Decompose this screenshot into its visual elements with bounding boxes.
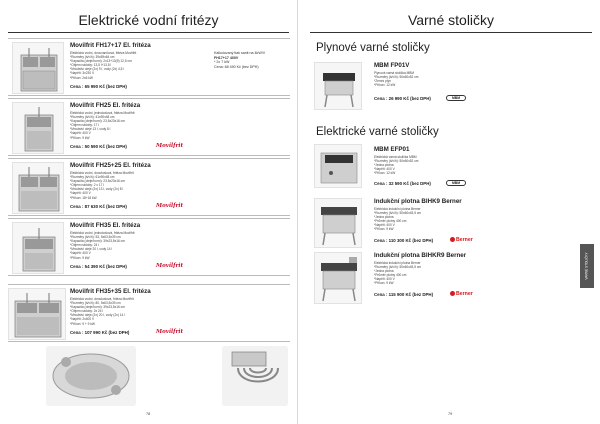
heating-element-illustration [222,346,288,406]
heating-element-photo [222,346,288,406]
note-box: Kalkulovaný tlak sanit na 4kW/V FH17+17 400V * 2x 7 kW Cena: 68 490 Kč (bez DPH) [214,51,266,69]
product-description: Elektrická vodní, dvoukošová, fritéza Movilfrit *Rozměry (š/v/h): 80, 5x63,5x39 cm *Kapacita (oleje/horní): 39x23,5x16 cm *Objem nádoby: 2x 24 l *Množství oleje (2x) 20 l, vody (2x) 14 l *Napětí: 2x400 V *Příkon: 9 + 9 kW [70,297,134,326]
section-title-gas: Plynové varné stoličky [316,42,430,54]
product-bihkr9[interactable] [314,250,576,306]
product-description: Elektrická varná stolička MBM *Rozměry (š/v/h): 50x60x52 cm *Jedna plotna *Napětí: 400 V *Příkon: 12 kW [374,155,419,176]
fryer-illustration [13,163,65,215]
product-name: Movilfrit FH25 El. fritéza [70,102,141,109]
movilfrit-logo: Movilfrit [156,203,184,209]
induction-stool-illustration [315,253,363,305]
mbm-logo: MBM [446,180,466,186]
product-image [12,162,64,214]
product-fh35[interactable] [8,218,290,276]
product-price: Cena : 110 300 Kč (bez DPH) [374,238,434,243]
product-image [314,62,362,110]
fryer-basket-illustration [46,346,136,406]
fryer-illustration [13,223,65,275]
gas-stool-illustration [315,63,363,111]
page-number-right: 79 [448,412,453,416]
berner-dot-icon [450,291,455,296]
product-image [8,288,66,340]
product-image [314,144,362,188]
title-rule-left [8,32,289,33]
product-name: Movilfrit FH17+17 El. fritéza [70,42,151,49]
fryer-illustration [9,289,67,341]
product-image [12,102,64,154]
product-description: Elektrická vodní, dvoukošová, fritéza Movilfrit *Rozměry (š/v/h): 61x90x48 cm *Kapacita (oleje/horní): 23,5x23x16 cm *Objem nádoby: 2 x 17 l *Množství oleje (2x) 13 l, vody (2x) 8 l *Napětí: 400 V *Příkon: 18+18 kW [70,171,134,200]
berner-dot-icon [450,237,455,242]
product-name: MBM FP01V [374,62,410,69]
page-title-left: Elektrické vodní fritézy [78,12,219,28]
fryer-illustration [13,43,65,95]
product-name: Indukční plotna BIHKR9 Berner [374,252,467,259]
title-rule-right [310,32,592,33]
product-fh25[interactable] [8,98,290,156]
product-description: Elektrická vodní, jednokošová, fritéza Movilfrit *Rozměry (š/v/h): 41x90x48 cm *Kapacita (oleje/horní): 23,5x23x16 cm *Objem nádoby: 17 l *Množství oleje 13 l, vody 8 l *Napětí: 400 V *Příkon: 9 kW [70,111,135,140]
product-bihk9[interactable] [314,196,576,250]
section-title-electric: Elektrické varné stoličky [316,126,439,138]
product-price: Cena : 26 990 Kč (bez DPH) [374,96,431,101]
product-price: Cena : 32 590 Kč (bez DPH) [374,181,431,186]
product-name: Movilfrit FH35 El. fritéza [70,222,141,229]
product-price: Cena : 115 900 Kč (bez DPH) [374,292,434,297]
left-page [0,0,298,424]
product-name: Indukční plotna BIHK9 Berner [374,198,462,205]
product-description: Elektrická vodní, jednokošová, fritéza Movilfrit *Rozměry (š/v/h): 53, 5x63,5x39 cm *Kapacita (oleje/horní): 39x23,5x16 cm *Objem nádoby: 24 l *Množství oleje 20 l, vody 14 l *Napětí: 400 V *Příkon: 9 kW [70,231,135,260]
electric-stool-illustration [315,145,363,189]
fryer-illustration [13,103,65,155]
product-image [12,42,64,94]
product-name: Movilfrit FH25+25 El. fritéza [70,162,151,169]
product-name: MBM EFP01 [374,146,410,153]
product-price: Cena : 50 590 Kč (bez DPH) [70,144,127,149]
product-image [314,198,362,248]
product-price: Cena : 107 990 Kč (bez DPH) [70,330,130,335]
side-tab[interactable]: VARNÉ STOLIČKY [580,244,594,288]
product-mbm-efp01[interactable] [314,144,576,192]
product-description: Elektrická indukční plotna Berner *Rozměry (š/v/h): 50x60x45,5 cm *Jedna plotna *Průměr plotny 400 cm *Napětí: 400 V *Příkon: 9 kW [374,207,422,232]
product-description: Elektrická indukční plotna Berner *Rozměry (š/v/h): 50x60x45,5 cm *Jedna plotna *Průměr plotny 400 cm *Napětí: 400 V *Příkon: 9 kW [374,261,422,286]
fryer-basket-photo [46,346,136,406]
page-number-left: 78 [146,412,151,416]
product-name: Movilfrit FH35+35 El. fritéza [70,288,151,295]
product-image [12,222,64,274]
product-price: Cena : 65 990 Kč (bez DPH) [70,84,127,89]
product-image [314,252,362,304]
movilfrit-logo: Movilfrit [156,143,184,149]
product-fh35-35[interactable] [8,284,290,342]
product-mbm-fp01v[interactable] [314,60,576,114]
berner-logo: Berner [450,237,473,243]
induction-stool-illustration [315,199,363,249]
product-fh25-25[interactable] [8,158,290,216]
product-description: Plynová varná stolička MBM *Rozměry (š/v/h): 50x60x52 cm *Zemní plyn *Příkon: 12 kW [374,71,419,88]
berner-logo: Berner [450,291,473,297]
page-title-right: Varné stoličky [407,12,495,28]
product-price: Cena : 87 630 Kč (bez DPH) [70,204,127,209]
right-page [302,0,600,424]
product-price: Cena : 54 390 Kč (bez DPH) [70,264,127,269]
movilfrit-logo: Movilfrit [156,329,184,335]
movilfrit-logo: Movilfrit [156,263,184,269]
mbm-logo: MBM [446,95,466,101]
product-description: Elektrická vodní, dvouvaníková, fritéza Movilfrit *Rozměry (š/v/h): 39x59x64 cm *Kapacita (oleje/horní): 2x13+13(9) 12,5 cm *Objem nádoby: 13,5 l+13,5 l *Množství oleje (2x) 9 l, vody (2x) 4,5 l *Napětí: 3x230 V *Příkon: 2x6 kW [70,51,137,80]
